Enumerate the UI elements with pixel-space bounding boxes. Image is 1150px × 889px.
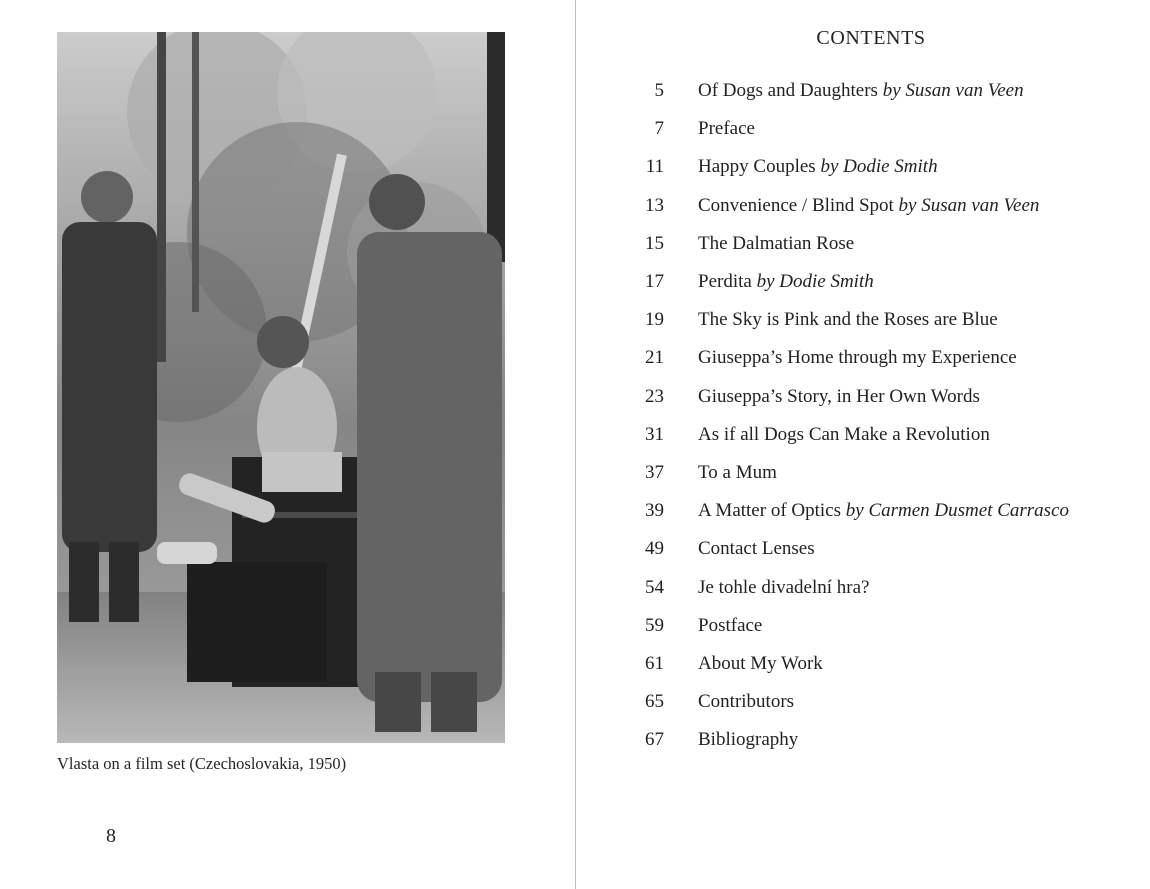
toc-entry[interactable] [630,187,1130,225]
toc-entry[interactable] [630,110,1130,148]
toc-entry-title: Postface [698,614,763,636]
photo-caption: Vlasta on a film set (Czechoslovakia, 1950) [57,754,347,773]
toc-page-number: 7 [654,118,664,140]
toc-entry-title: To a Mum [698,461,777,483]
toc-entry-author: by Susan van Veen [882,80,1024,102]
toc-page-number: 13 [645,194,664,216]
page-gutter [575,0,576,889]
toc-entry[interactable] [630,72,1130,110]
toc-entry[interactable] [630,416,1130,454]
toc-page-number: 49 [645,538,664,560]
toc-page-number: 67 [645,729,664,751]
toc-page-number: 54 [645,576,664,598]
toc-page-number: 17 [645,271,664,293]
toc-entry-title: Happy Couples [698,156,816,178]
toc-page-number: 15 [645,232,664,254]
toc-entry[interactable] [630,148,1130,186]
toc-entry[interactable] [630,339,1130,377]
toc-entry-title: Bibliography [698,729,799,751]
toc-entry[interactable] [630,492,1130,530]
toc-entry[interactable] [630,607,1130,645]
toc-entry-title: As if all Dogs Can Make a Revolution [698,423,990,445]
toc-entry[interactable] [630,645,1130,683]
toc-entry-title: A Matter of Optics [698,500,842,522]
toc-entry-author: by Dodie Smith [756,271,874,293]
toc-entry-title: About My Work [698,652,823,674]
toc-entry-title: Contact Lenses [698,538,815,560]
toc-page-number: 21 [645,347,664,369]
toc-page-number: 59 [645,614,664,636]
toc-entry[interactable] [630,378,1130,416]
toc-entry[interactable] [630,683,1130,721]
toc-page-number: 23 [645,385,664,407]
toc-entry[interactable] [630,568,1130,606]
toc-entry-title: The Dalmatian Rose [698,232,855,254]
contents-heading: CONTENTS [816,27,926,49]
toc-entry-title: Of Dogs and Daughters [698,80,878,102]
toc-entry[interactable] [630,225,1130,263]
page-number-left: 8 [106,825,116,847]
toc-page-number: 11 [645,156,664,178]
toc-page-number: 5 [654,80,664,102]
toc-entry[interactable] [630,263,1130,301]
toc-entry-author: by Susan van Veen [898,194,1040,216]
toc-entry-title: The Sky is Pink and the Roses are Blue [698,309,998,331]
toc-page-number: 65 [645,691,664,713]
toc-page-number: 61 [645,652,664,674]
toc-page-number: 39 [645,500,664,522]
toc-page-number: 37 [645,461,664,483]
toc-entry-title: Je tohle divadelní hra? [698,576,870,598]
toc-entry-title: Preface [698,118,755,140]
toc-page-number: 19 [645,309,664,331]
toc-entry-author: by Dodie Smith [820,156,938,178]
toc-entry[interactable] [630,530,1130,568]
toc-entry[interactable] [630,454,1130,492]
table-of-contents [630,72,1130,759]
toc-entry-title: Giuseppa’s Story, in Her Own Words [698,385,980,407]
toc-entry-title: Convenience / Blind Spot [698,194,894,216]
toc-entry-title: Perdita [698,271,752,293]
toc-entry-author: by Carmen Dusmet Carrasco [845,500,1070,522]
toc-entry[interactable] [630,721,1130,759]
toc-page-number: 31 [645,423,664,445]
toc-entry-title: Contributors [698,691,795,713]
film-set-photo [57,32,505,743]
toc-entry[interactable] [630,301,1130,339]
toc-entry-title: Giuseppa’s Home through my Experience [698,347,1017,369]
